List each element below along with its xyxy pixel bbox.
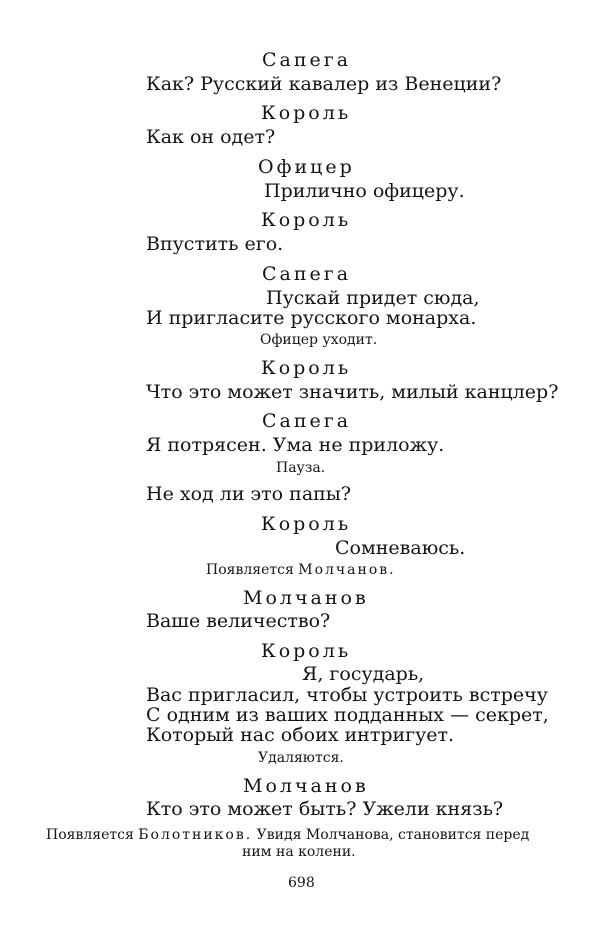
verse-line: Ваше величество? bbox=[146, 610, 331, 632]
verse-line: Не ход ли это папы? bbox=[146, 483, 352, 505]
character-name: Болотников. bbox=[138, 827, 253, 843]
verse-line: Я потрясен. Ума не приложу. bbox=[146, 434, 445, 456]
verse-line: Прилично офицеру. bbox=[264, 180, 465, 202]
verse-line: И пригласите русского монарха. bbox=[146, 307, 477, 329]
verse-line: Как? Русский кавалер из Венеции? bbox=[146, 73, 502, 95]
speaker-korol: Король bbox=[261, 640, 352, 662]
stage-direction: Удаляются. bbox=[258, 750, 344, 766]
stage-direction bbox=[46, 828, 529, 842]
verse-line: Впустить его. bbox=[146, 233, 284, 255]
speaker-oficer: Офицер bbox=[258, 156, 355, 178]
speaker-korol: Король bbox=[261, 102, 352, 124]
stage-direction: Офицер уходит. bbox=[260, 332, 378, 348]
speaker-molchanov: Молчанов bbox=[243, 775, 369, 797]
page-number: 698 bbox=[288, 875, 315, 891]
speaker-sapega: Сапега bbox=[262, 49, 352, 71]
verse-line: Кто это может быть? Ужели князь? bbox=[146, 798, 504, 820]
direction-text: Появляется bbox=[206, 562, 294, 578]
speaker-sapega: Сапега bbox=[262, 410, 352, 432]
stage-direction bbox=[206, 563, 396, 577]
speaker-sapega: Сапега bbox=[262, 263, 352, 285]
verse-line: С одним из ваших подданных — секрет, bbox=[146, 704, 549, 726]
speaker-korol: Король bbox=[261, 357, 352, 379]
verse-line: Пускай придет сюда, bbox=[266, 287, 480, 309]
verse-line: Я, государь, bbox=[302, 663, 425, 685]
character-name: Молчанов. bbox=[298, 562, 396, 578]
verse-line: Сомневаюсь. bbox=[335, 537, 466, 559]
stage-direction: ним на колени. bbox=[242, 844, 356, 860]
direction-text: Увидя Молчанова, становится перед bbox=[256, 827, 530, 843]
verse-line: Который нас обоих интригует. bbox=[146, 724, 455, 746]
speaker-korol: Король bbox=[261, 209, 352, 231]
stage-direction: Пауза. bbox=[276, 460, 326, 476]
verse-line: Как он одет? bbox=[146, 126, 276, 148]
speaker-molchanov: Молчанов bbox=[243, 587, 369, 609]
direction-text: Появляется bbox=[46, 827, 134, 843]
verse-line: Вас пригласил, чтобы устроить встречу bbox=[146, 684, 548, 706]
verse-line: Что это может значить, милый канцлер? bbox=[146, 381, 559, 403]
speaker-korol: Король bbox=[261, 513, 352, 535]
